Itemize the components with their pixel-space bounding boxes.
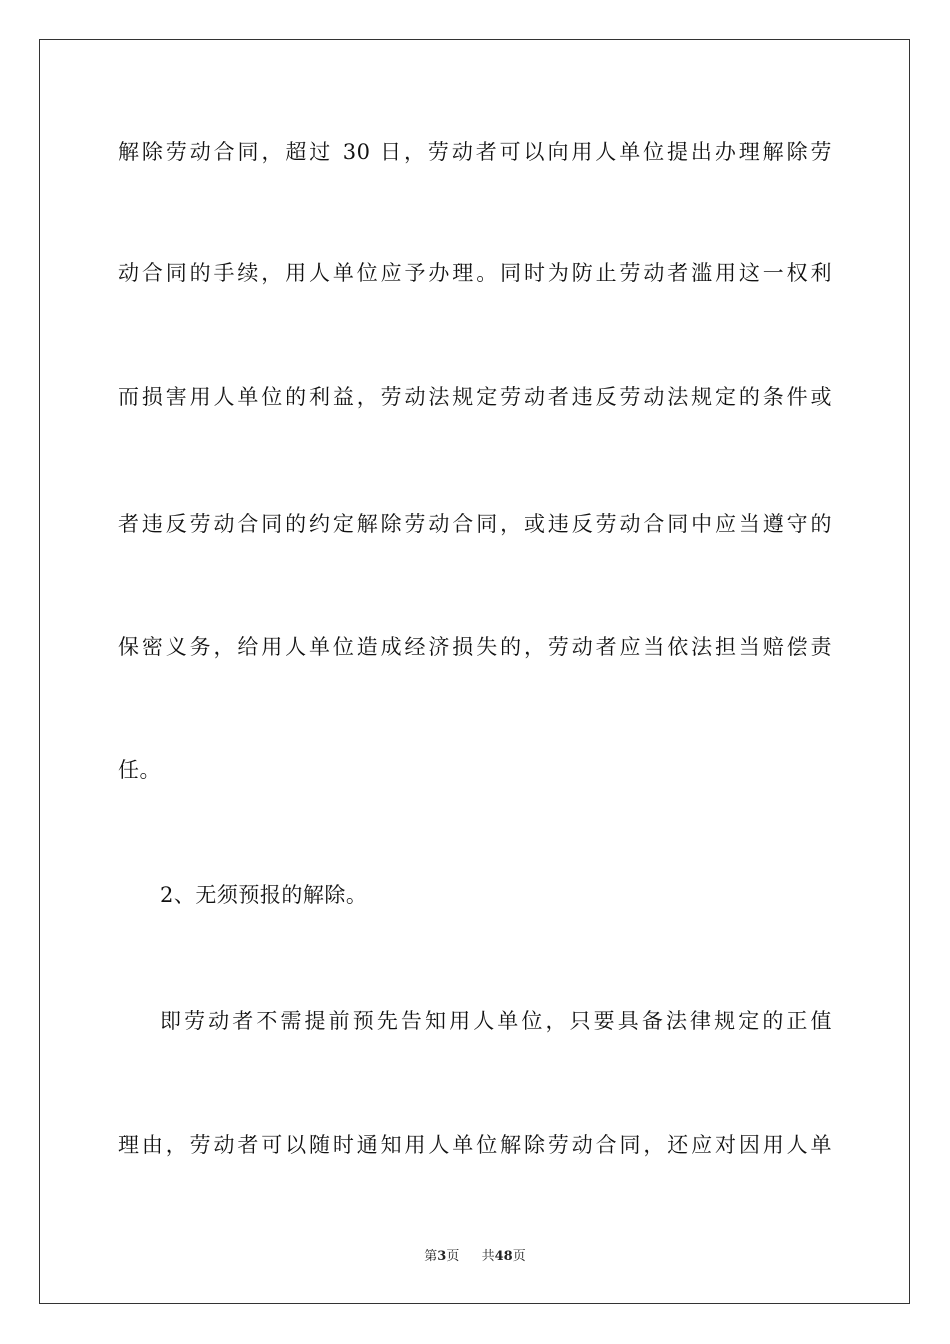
page-footer: [0, 1248, 950, 1266]
footer-page-prefix: 第: [424, 1249, 438, 1264]
body-text-line-7: 即劳动者不需提前预先告知用人单位，只要具备法律规定的正值: [160, 1009, 832, 1033]
body-text-line-5: 保密义务，给用人单位造成经济损失的，劳动者应当依法担当赔偿责: [118, 635, 832, 659]
footer-page-number: 3: [437, 1249, 447, 1264]
body-text-line-8: 理由，劳动者可以随时通知用人单位解除劳动合同，还应对因用人单: [118, 1133, 832, 1157]
footer-page-suffix: 页: [446, 1249, 460, 1264]
body-text-line-2: 动合同的手续，用人单位应予办理。同时为防止劳动者滥用这一权利: [118, 261, 832, 285]
footer-total-prefix: 共: [481, 1249, 495, 1264]
body-text-line-4: 者违反劳动合同的约定解除劳动合同，或违反劳动合同中应当遵守的: [118, 512, 832, 536]
footer-total-suffix: 页: [512, 1249, 526, 1264]
body-text-line-1: 解除劳动合同，超过 30 日，劳动者可以向用人单位提出办理解除劳: [118, 140, 832, 164]
body-text-line-3: 而损害用人单位的利益，劳动法规定劳动者违反劳动法规定的条件或: [118, 385, 832, 409]
section-heading: 2、无须预报的解除。: [160, 883, 368, 907]
footer-total-pages: 48: [494, 1249, 513, 1264]
page-border: [39, 39, 910, 1304]
body-text-line-6: 任。: [118, 758, 161, 782]
